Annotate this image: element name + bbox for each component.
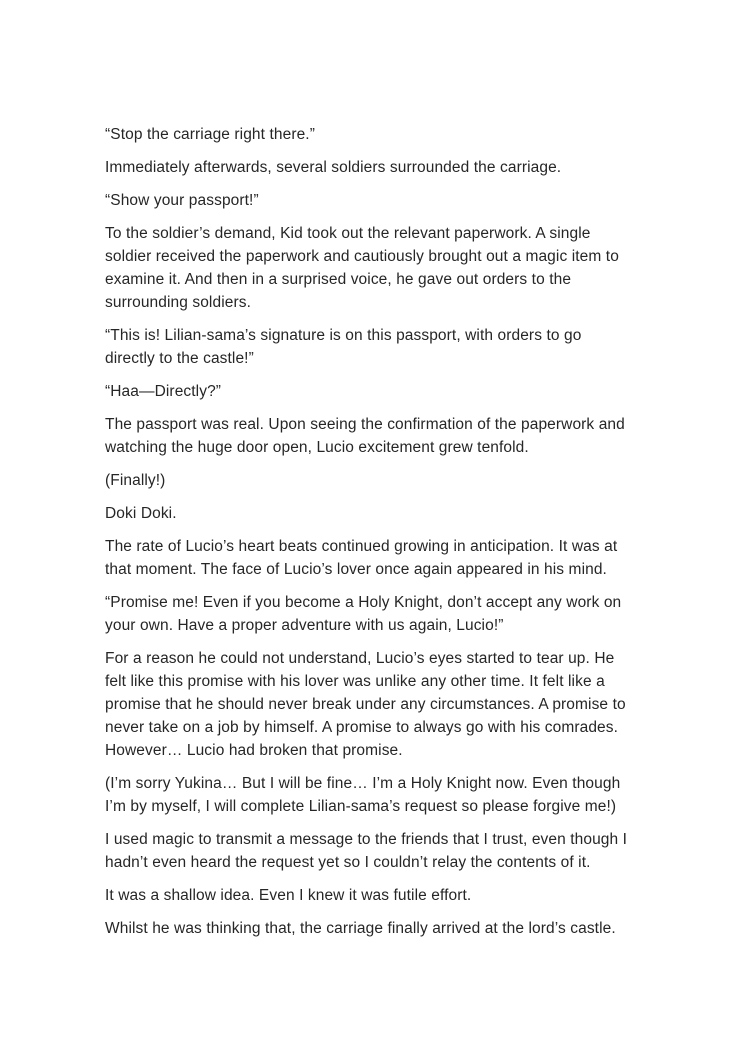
paragraph: The rate of Lucio’s heart beats continued growing in anticipation. It was at that moment. The face of Lucio’s lover once again appeared in his mind.: [105, 538, 618, 578]
paragraph: To the soldier’s demand, Kid took out the relevant paperwork. A single soldier received the paperwork and cautiously brought out a magic item to examine it. And then in a surprised voice, he gave out orders to the surrounding soldiers.: [105, 225, 619, 311]
paragraph: “Stop the carriage right there.”: [105, 126, 315, 143]
paragraph: It was a shallow idea. Even I knew it was futile effort.: [105, 887, 472, 904]
paragraph: “This is! Lilian-sama’s signature is on this passport, with orders to go directly to the castle!”: [105, 327, 582, 367]
paragraph: I used magic to transmit a message to the friends that I trust, even though I hadn’t even heard the request yet so I couldn’t relay the contents of it.: [105, 831, 628, 871]
paragraph: The passport was real. Upon seeing the confirmation of the paperwork and watching the huge door open, Lucio excitement grew tenfold.: [105, 416, 625, 456]
paragraph: For a reason he could not understand, Lucio’s eyes started to tear up. He felt like this promise with his lover was unlike any other time. It felt like a promise that he should never break under any circumstances. A promise to never take on a job by himself. A promise to always go with his comrades. However… Lucio had broken that promise.: [105, 650, 626, 759]
paragraph: “Show your passport!”: [105, 192, 259, 209]
document-text: [105, 123, 633, 940]
paragraph: (I’m sorry Yukina… But I will be fine… I’m a Holy Knight now. Even though I’m by myself, I will complete Lilian-sama’s request so please forgive me!): [105, 775, 621, 815]
paragraph: “Promise me! Even if you become a Holy Knight, don’t accept any work on your own. Have a proper adventure with us again, Lucio!”: [105, 594, 622, 634]
paragraph: Whilst he was thinking that, the carriage finally arrived at the lord’s castle.: [105, 920, 616, 937]
paragraph: “Haa—Directly?”: [105, 383, 222, 400]
paragraph: Doki Doki.: [105, 505, 177, 522]
paragraph: (Finally!): [105, 472, 166, 489]
paragraph: Immediately afterwards, several soldiers surrounded the carriage.: [105, 159, 562, 176]
